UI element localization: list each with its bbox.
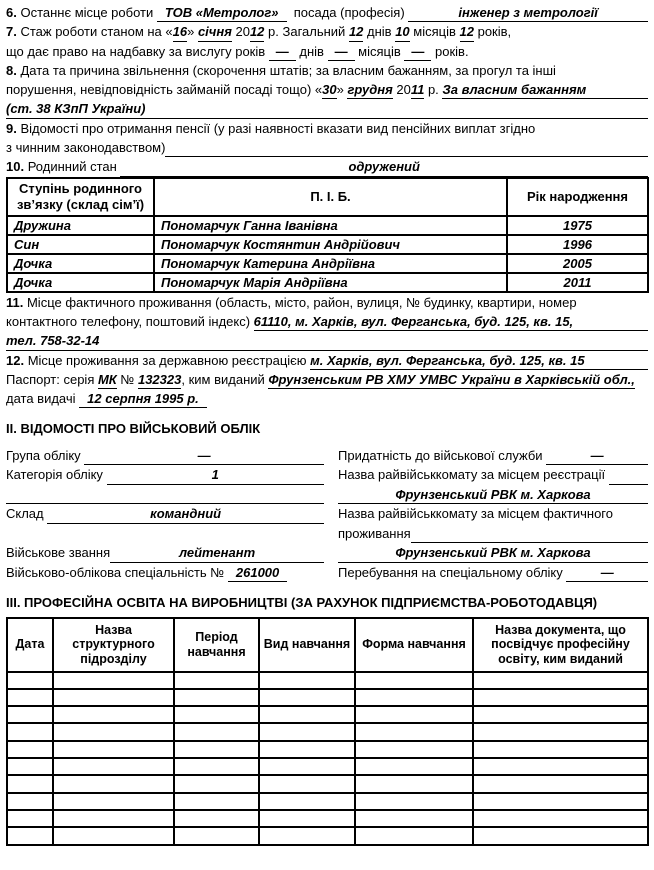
phone-value: тел. 758-32-14 xyxy=(6,331,99,350)
item12-label: Місце проживання за державною реєстрацією xyxy=(24,352,311,368)
education-empty-cell xyxy=(355,793,473,810)
family-table xyxy=(6,177,649,293)
passport-number-value: 132323 xyxy=(138,370,181,389)
education-empty-cell xyxy=(53,775,174,792)
total-months-value: 10 xyxy=(395,22,409,41)
family-birthyear-cell: 1996 xyxy=(507,235,648,254)
fitness-field xyxy=(338,446,648,466)
education-header-kind: Вид навчання xyxy=(259,618,355,672)
dismissal-reason-value: За власним бажанням xyxy=(442,80,648,99)
registered-address-value: м. Харків, вул. Ферганська, буд. 125, кв. 15 xyxy=(310,351,648,370)
dismissal-month-value: грудня xyxy=(347,80,392,99)
item12-number: 12. xyxy=(6,352,25,368)
left-spacer-row xyxy=(6,524,324,544)
total-days-value: 12 xyxy=(349,22,363,41)
education-empty-cell xyxy=(473,810,648,827)
special-record-value: — xyxy=(566,563,648,583)
item7-label2: р. Загальний xyxy=(264,24,349,40)
bonus-months-dash: — xyxy=(328,42,355,61)
speciality-value: 261000 xyxy=(228,563,287,583)
rank-field xyxy=(6,543,324,563)
family-row xyxy=(7,216,648,235)
education-empty-row xyxy=(7,706,648,723)
education-empty-cell xyxy=(7,689,53,706)
item7-label3: днів xyxy=(363,24,396,40)
education-empty-cell xyxy=(259,706,355,723)
fitness-value: — xyxy=(546,446,648,466)
education-empty-cell xyxy=(355,723,473,740)
item7-label: Стаж роботи станом на « xyxy=(16,24,173,40)
education-empty-cell xyxy=(7,672,53,689)
category-continuation-rule xyxy=(6,485,324,505)
family-header-birthyear: Рік народження xyxy=(507,178,648,216)
registration-office-value-line xyxy=(338,485,648,505)
education-empty-row xyxy=(7,723,648,740)
group-field xyxy=(6,446,324,466)
item11-number: 11. xyxy=(6,294,24,310)
education-empty-cell xyxy=(53,758,174,775)
item11-label2: контактного телефону, поштовий індекс) xyxy=(6,313,254,329)
seniority-day-value: 16 xyxy=(173,22,187,41)
group-value: — xyxy=(84,446,324,466)
education-empty-row xyxy=(7,827,648,844)
item12-passport-line xyxy=(6,370,648,389)
education-empty-cell xyxy=(259,672,355,689)
item11-label: Місце фактичного проживання (область, місто, район, вулиця, № будинку, квартири, номер xyxy=(23,294,577,310)
item7-seniority xyxy=(6,22,648,41)
speciality-field xyxy=(6,563,324,583)
item7-sep2: 20 xyxy=(231,24,250,40)
education-empty-cell xyxy=(473,689,648,706)
education-empty-cell xyxy=(7,793,53,810)
item7-number: 7. xyxy=(6,24,17,40)
education-header-row xyxy=(7,618,648,672)
actual-office-label-line2 xyxy=(338,524,648,544)
item9-number: 9. xyxy=(6,120,17,136)
education-empty-cell xyxy=(473,758,648,775)
blank-rule xyxy=(411,524,648,544)
category-label: Категорія обліку xyxy=(6,467,107,483)
issue-date-value: 12 серпня 1995 р. xyxy=(79,389,207,408)
family-relation-cell: Син xyxy=(7,235,154,254)
family-relation-cell: Дружина xyxy=(7,216,154,235)
item9-pension-line1 xyxy=(6,119,648,138)
actual-office-value-line xyxy=(338,543,648,563)
passport-series-value: МК xyxy=(98,370,117,389)
education-empty-row xyxy=(7,758,648,775)
family-name-cell: Пономарчук Марія Андріївна xyxy=(154,273,507,292)
family-header-relation: Ступінь родинного зв’язку (склад сім’ї) xyxy=(7,178,154,216)
education-table-body xyxy=(7,672,648,845)
family-name-cell: Пономарчук Костянтин Андрійович xyxy=(154,235,507,254)
actual-address-value: 61110, м. Харків, вул. Ферганська, буд. 125, кв. 15, xyxy=(254,312,648,331)
short-blank-rule xyxy=(609,465,648,485)
education-empty-cell xyxy=(174,672,259,689)
item8-sep1: » xyxy=(336,82,348,98)
sklad-value: командний xyxy=(47,504,324,524)
item7-label4: місяців xyxy=(409,24,460,40)
education-empty-cell xyxy=(53,741,174,758)
family-header-name: П. І. Б. xyxy=(154,178,507,216)
education-empty-cell xyxy=(174,723,259,740)
seniority-year-value: 12 xyxy=(250,22,264,41)
education-empty-cell xyxy=(355,706,473,723)
education-empty-cell xyxy=(355,672,473,689)
item6-last-workplace xyxy=(6,3,648,22)
passport-issuer-value: Фрунзенським РВ ХМУ УМВС України в Харківській обл., xyxy=(268,370,635,389)
education-empty-cell xyxy=(174,741,259,758)
item10-marital-status xyxy=(6,157,648,176)
item8-label: Дата та причина звільнення (скорочення штатів; за власним бажанням, за прогул та інші xyxy=(16,62,556,78)
education-empty-cell xyxy=(473,723,648,740)
education-empty-cell xyxy=(7,741,53,758)
education-empty-row xyxy=(7,741,648,758)
education-empty-cell xyxy=(259,689,355,706)
bonus-label4: років. xyxy=(431,43,469,59)
education-empty-cell xyxy=(7,810,53,827)
actual-office-label1: Назва райвійськкомату за місцем фактичного xyxy=(338,506,613,522)
registration-office-label-line xyxy=(338,465,648,485)
section2-title: II. ВІДОМОСТІ ПРО ВІЙСЬКОВИЙ ОБЛІК xyxy=(6,421,261,437)
item8-dismissal-line3 xyxy=(6,99,648,118)
education-empty-row xyxy=(7,689,648,706)
education-empty-cell xyxy=(259,741,355,758)
item7-label5: років, xyxy=(473,24,512,40)
item8-blank-rule xyxy=(145,99,648,118)
family-name-cell: Пономарчук Ганна Іванівна xyxy=(154,216,507,235)
military-left-column xyxy=(6,446,324,583)
actual-office-label-line1 xyxy=(338,504,648,524)
item6-number: 6. xyxy=(6,5,17,20)
marital-status-value: одружений xyxy=(120,157,648,176)
military-record-block xyxy=(6,446,648,583)
family-birthyear-cell: 1975 xyxy=(507,216,648,235)
education-empty-cell xyxy=(53,810,174,827)
education-empty-cell xyxy=(174,758,259,775)
item12-registration-line1 xyxy=(6,351,648,370)
position-value: інженер з метрології xyxy=(408,3,648,22)
military-right-column xyxy=(338,446,648,583)
registration-office-value: Фрунзенський РВК м. Харкова xyxy=(338,485,648,505)
education-empty-cell xyxy=(473,793,648,810)
education-empty-cell xyxy=(53,793,174,810)
education-empty-row xyxy=(7,775,648,792)
rank-label: Військове звання xyxy=(6,545,111,561)
section3-title: III. ПРОФЕСІЙНА ОСВІТА НА ВИРОБНИЦТВІ (ЗА РАХУНОК ПІДПРИЄМСТВА-РОБОТОДАВЦЯ) xyxy=(6,595,598,611)
item9-pension-line2 xyxy=(6,138,648,157)
family-birthyear-cell: 2005 xyxy=(507,254,648,273)
education-table xyxy=(6,617,649,846)
issue-date-label: дата видачі xyxy=(6,391,80,407)
education-empty-cell xyxy=(53,706,174,723)
education-empty-cell xyxy=(7,723,53,740)
education-empty-cell xyxy=(259,775,355,792)
family-row xyxy=(7,235,648,254)
education-empty-cell xyxy=(7,827,53,844)
sklad-field xyxy=(6,504,324,524)
total-years-value: 12 xyxy=(460,22,474,41)
education-empty-cell xyxy=(174,810,259,827)
education-empty-cell xyxy=(7,758,53,775)
speciality-label: Військово-облікова спеціальність № xyxy=(6,564,228,580)
fitness-label: Придатність до військової служби xyxy=(338,447,547,463)
education-header-form: Форма навчання xyxy=(355,618,473,672)
education-header-date: Дата xyxy=(7,618,53,672)
item11-blank-rule xyxy=(99,331,648,350)
family-header-row xyxy=(7,178,648,216)
education-empty-cell xyxy=(355,741,473,758)
item9-label2: з чинним законодавством) xyxy=(6,140,166,156)
education-empty-cell xyxy=(259,723,355,740)
actual-office-value: Фрунзенський РВК м. Харкова xyxy=(338,543,648,563)
education-empty-cell xyxy=(473,672,648,689)
family-row xyxy=(7,273,648,292)
family-birthyear-cell: 2011 xyxy=(507,273,648,292)
item10-label: Родинний стан xyxy=(24,159,121,175)
special-record-field xyxy=(338,563,648,583)
education-empty-cell xyxy=(174,706,259,723)
item6-label: Останнє місце роботи xyxy=(16,5,157,20)
education-empty-row xyxy=(7,672,648,689)
item8-sep3: р. xyxy=(424,82,443,98)
dismissal-day-value: 30 xyxy=(322,80,336,99)
item6-label2: посада (професія) xyxy=(286,5,409,20)
item8-label2: порушення, невідповідність займаній посаді тощо) « xyxy=(6,82,323,98)
item8-number: 8. xyxy=(6,62,17,78)
family-row xyxy=(7,254,648,273)
family-name-cell: Пономарчук Катерина Андріївна xyxy=(154,254,507,273)
education-empty-cell xyxy=(473,741,648,758)
passport-number-label: № xyxy=(116,371,138,387)
item11-residence-line1 xyxy=(6,293,648,312)
bonus-days-dash: — xyxy=(269,42,296,61)
seniority-month-value: січня xyxy=(198,22,232,41)
item9-label: Відомості про отримання пенсії (у разі наявності вказати вид пенсійних виплат згідно xyxy=(16,120,536,136)
item8-sep2: 20 xyxy=(392,82,411,98)
education-empty-row xyxy=(7,810,648,827)
education-empty-cell xyxy=(259,758,355,775)
education-empty-cell xyxy=(174,775,259,792)
education-empty-cell xyxy=(355,775,473,792)
item7-bonus-line xyxy=(6,42,648,61)
workplace-value: ТОВ «Метролог» xyxy=(157,3,287,22)
education-empty-cell xyxy=(7,706,53,723)
item11-residence-line3 xyxy=(6,331,648,350)
education-empty-cell xyxy=(174,793,259,810)
education-empty-cell xyxy=(53,672,174,689)
passport-label: Паспорт: серія xyxy=(6,371,98,387)
family-relation-cell: Дочка xyxy=(7,254,154,273)
family-relation-cell: Дочка xyxy=(7,273,154,292)
item12-issue-date-line xyxy=(6,389,648,408)
blank-rule xyxy=(6,485,324,505)
item7-sep1: » xyxy=(187,24,198,40)
education-empty-cell xyxy=(53,827,174,844)
item8-dismissal-line1 xyxy=(6,61,648,80)
education-empty-cell xyxy=(355,827,473,844)
registration-office-label: Назва райвійськкомату за місцем реєстрації xyxy=(338,467,609,483)
education-header-unit: Назва структурного підрозділу xyxy=(53,618,174,672)
education-empty-cell xyxy=(174,689,259,706)
education-header-document: Назва документа, що посвідчує професійну освіту, ким виданий xyxy=(473,618,648,672)
passport-issuer-label: , ким виданий xyxy=(181,371,269,387)
education-empty-row xyxy=(7,793,648,810)
education-empty-cell xyxy=(7,775,53,792)
education-empty-cell xyxy=(53,689,174,706)
education-empty-cell xyxy=(53,723,174,740)
item8-dismissal-line2 xyxy=(6,80,648,99)
dismissal-article-value: (ст. 38 КЗпП України) xyxy=(6,99,145,118)
bonus-label2: днів xyxy=(295,43,328,59)
sklad-label: Склад xyxy=(6,506,48,522)
category-value: 1 xyxy=(107,465,324,485)
bonus-years-dash: — xyxy=(404,42,431,61)
education-empty-cell xyxy=(355,689,473,706)
education-empty-cell xyxy=(259,810,355,827)
item11-residence-line2 xyxy=(6,312,648,331)
group-label: Група обліку xyxy=(6,447,85,463)
pension-blank-rule xyxy=(165,138,648,157)
category-field xyxy=(6,465,324,485)
education-empty-cell xyxy=(259,827,355,844)
education-empty-cell xyxy=(355,758,473,775)
education-empty-cell xyxy=(473,827,648,844)
bonus-label3: місяців xyxy=(354,43,405,59)
actual-office-label2: проживання xyxy=(338,525,411,541)
education-empty-cell xyxy=(473,706,648,723)
rank-value: лейтенант xyxy=(110,543,324,563)
education-empty-cell xyxy=(259,793,355,810)
bonus-label: що дає право на надбавку за вислугу років xyxy=(6,43,269,59)
item10-number: 10. xyxy=(6,159,25,175)
education-header-period: Період навчання xyxy=(174,618,259,672)
education-empty-cell xyxy=(355,810,473,827)
education-empty-cell xyxy=(174,827,259,844)
special-record-label: Перебування на спеціальному обліку xyxy=(338,564,567,580)
dismissal-year-value: 11 xyxy=(411,80,425,99)
education-empty-cell xyxy=(473,775,648,792)
